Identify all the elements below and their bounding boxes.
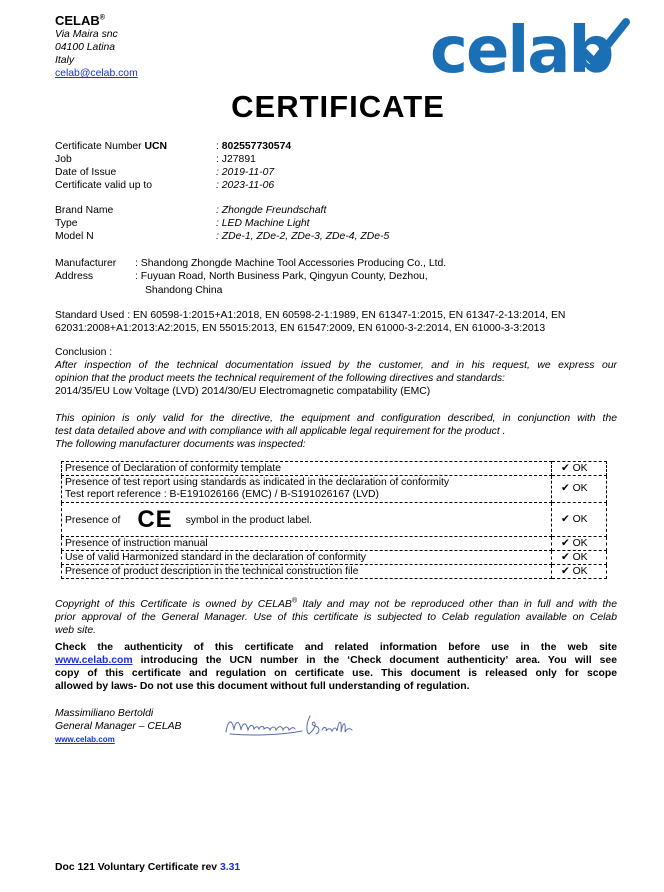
authenticity-line-4: allowed by laws- Do not use this document without full understanding of regulation. [55, 681, 470, 692]
table-row [62, 503, 607, 537]
check-text: Presence of product description in the technical construction file [62, 565, 552, 579]
copyright-line-3: web site. [55, 625, 97, 636]
check-text: Presence of test report using standards as indicated in the declaration of conformity [65, 477, 450, 488]
issue-date-value: 2019-11-07 [221, 167, 275, 178]
model-value: ZDe-1, ZDe-2, ZDe-3, ZDe-4, ZDe-5 [221, 231, 390, 242]
standards-line-1: EN 60598-1:2015+A1:2018, EN 60598-2-1:1989, EN 61347-1:2015, EN 61347-2-13:2014, EN [133, 310, 566, 321]
check-ok: ✔ OK [552, 537, 607, 551]
check-text: Use of valid Harmonized standard in the declaration of conformity [62, 551, 552, 565]
address-value-line-1: Fuyuan Road, North Business Park, Qingyun County, Dezhou, [140, 271, 428, 282]
authenticity-link[interactable]: www.celab.com [55, 655, 133, 666]
check-ok: ✔ OK [552, 462, 607, 476]
product-label: Brand Name [55, 205, 114, 216]
opinion-block [55, 412, 617, 451]
footer-revision: 3.31 [219, 862, 241, 873]
issuer-name-text: CELAB [55, 13, 100, 28]
footer [55, 861, 240, 874]
issuer-block [55, 13, 138, 81]
copyright-part-2: Italy and may not be reproduced other than in full and with the [297, 599, 617, 610]
issuer-email-link[interactable]: celab@celab.com [55, 68, 138, 79]
issuer-name [55, 13, 138, 28]
authenticity-line-1: Check the authenticity of this certificate and related information before use in the web site [55, 642, 617, 653]
inspection-table [61, 461, 607, 579]
copyright-part-1: Copyright of this Certificate is owned by CELAB [55, 599, 292, 610]
page-title: CERTIFICATE [231, 89, 445, 124]
copyright-block [55, 598, 617, 637]
conclusion-line-1: After inspection of the technical documentation issued by the customer, and in his request, we express our [55, 360, 617, 371]
check-text-2: Test report reference : B-E191026166 (EMC) / B-S191026167 (LVD) [65, 489, 379, 500]
ucn-value: 802557730574 [221, 141, 292, 152]
logo-wordmark: celab [430, 14, 613, 80]
conclusion-label: Conclusion : [55, 347, 113, 358]
celab-logo [428, 10, 632, 80]
table-row [62, 537, 607, 551]
check-text: Presence of instruction manual [62, 537, 552, 551]
conclusion-directives: 2014/35/EU Low Voltage (LVD) 2014/30/EU Electromagnetic compatability (EMC) [55, 386, 431, 397]
signatory-site-link[interactable]: www.celab.com [55, 735, 115, 744]
detail-label: Job [55, 154, 72, 165]
conclusion-block [55, 346, 617, 398]
authenticity-line-3: copy of this certificate and regulation on certificate use. This document is released only for scope [55, 668, 617, 679]
manufacturer-label: Manufacturer [55, 258, 117, 269]
table-row [62, 476, 607, 503]
check-ok: ✔ OK [552, 476, 607, 503]
issuer-address-line-3: Italy [55, 55, 75, 66]
opinion-line-2: test data detailed above and with compliance with all applicable legal requirement for the product . [55, 426, 506, 437]
product-label: Type [55, 218, 78, 229]
table-row [62, 551, 607, 565]
check-text: Presence of [65, 514, 121, 526]
check-ok: ✔ OK [552, 551, 607, 565]
detail-label: Certificate Number UCN [55, 141, 168, 152]
ce-mark: CE [137, 505, 173, 533]
copyright-reg: ® [291, 597, 298, 605]
check-ok: ✔ OK [552, 503, 607, 537]
opinion-line-1: This opinion is only valid for the directive, the equipment and configuration described, in conjunction with the [55, 413, 617, 424]
standards-label: Standard Used [55, 310, 125, 321]
authenticity-block [55, 641, 617, 693]
standards-line-2: 62031:2008+A1:2013:A2:2015, EN 55015:2013, EN 61547:2009, EN 61000-3-2:2014, EN 61000-3-3:2013 [55, 323, 546, 334]
check-ok: ✔ OK [552, 565, 607, 579]
detail-label: Certificate valid up to [55, 180, 153, 191]
conclusion-line-2: opinion that the product meets the technical requirement of the following directives and standards: [55, 373, 505, 384]
address-label: Address [55, 271, 94, 282]
authenticity-line-2: introducing the UCN number in the ‘Check document authenticity’ area. You will see [132, 655, 617, 666]
job-value: J27891 [221, 154, 256, 165]
detail-label: Date of Issue [55, 167, 117, 178]
valid-until-value: 2023-11-06 [221, 180, 275, 191]
issuer-reg-mark: ® [99, 14, 105, 22]
check-text: Presence of Declaration of conformity template [62, 462, 552, 476]
standards-block: Standard Used : EN 60598-1:2015+A1:2018, EN 60598-2-1:1989, EN 61347-1:2015, EN 61347-2-13:2014, EN 62031:2008+A1:2013:A2:2015, EN 55015:2013, EN 61547:2009, EN 61000-3-2:2014, EN 61000-3-3:2013 [55, 309, 615, 335]
signatory-name: Massimiliano Bertoldi [55, 708, 154, 719]
copyright-line-2: prior approval of the General Manager. Use of this certificate is subjected to Celab regulation available on Celab [55, 612, 617, 623]
manufacturer-value: Shandong Zhongde Machine Tool Accessories Producing Co., Ltd. [140, 258, 447, 269]
table-row [62, 565, 607, 579]
signatory-role: General Manager – CELAB [55, 721, 182, 732]
issuer-address-line-2: 04100 Latina [55, 42, 116, 53]
footer-text: Doc 121 Voluntary Certificate rev [55, 862, 220, 873]
product-label: Model N [55, 231, 94, 242]
table-row [62, 462, 607, 476]
address-value-line-2: Shandong China [145, 285, 223, 296]
brand-value: Zhongde Freundschaft [221, 205, 327, 216]
issuer-address-line-1: Via Maira snc [55, 29, 118, 40]
signatory-block [55, 707, 182, 746]
type-value: LED Machine Light [221, 218, 310, 229]
opinion-line-3: The following manufacturer documents was inspected: [55, 439, 306, 450]
check-text-2: symbol in the product label. [185, 514, 313, 526]
handwritten-signature [222, 710, 362, 740]
